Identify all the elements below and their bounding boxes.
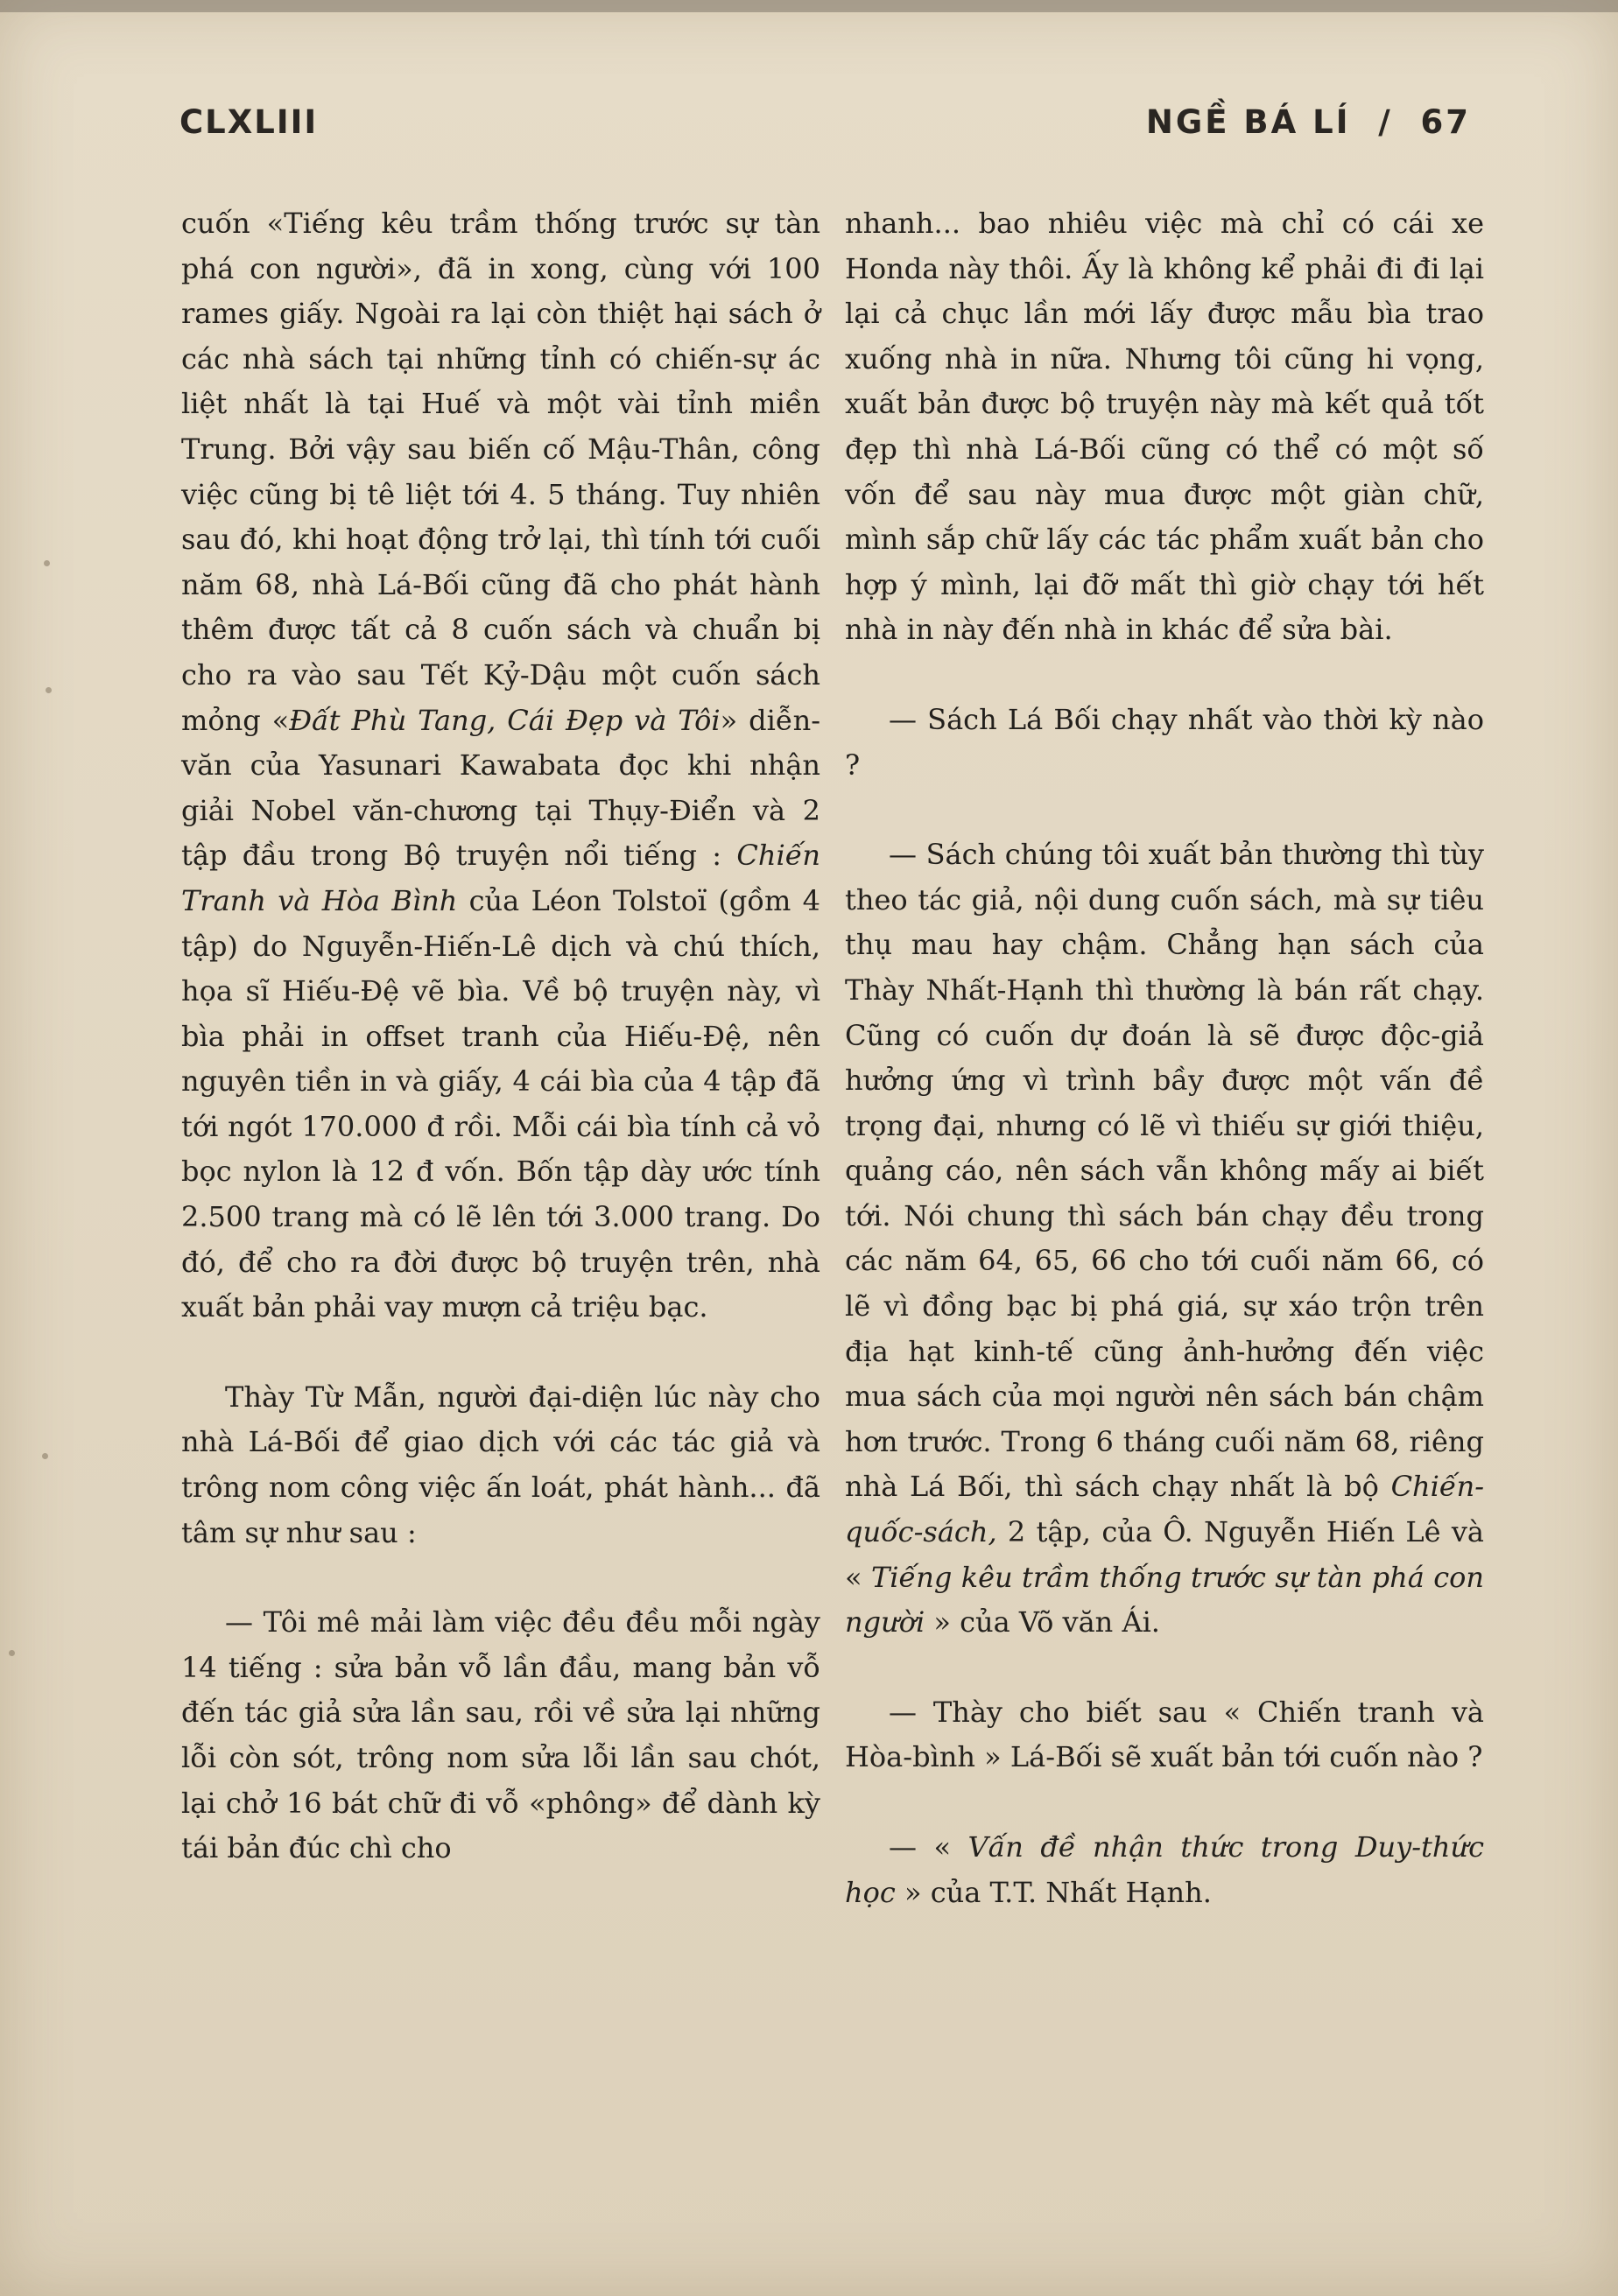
speck — [46, 687, 52, 693]
book-title: Vấn đề nhận thức trong Duy-thức học — [845, 1830, 1485, 1909]
text-run: của Léon Tolstoï (gồm 4 tập) do Nguyễn-Hiến-Lê dịch và chú thích, họa sĩ Hiếu-Đệ vẽ bìa. Về bộ truyện này, vì bìa phải in offset tranh của Hiếu-Đệ, nên nguyên tiền in và giấy, 4 cái bìa của 4 tập đã tới ngót 170.000 đ rồi. Mỗi cái bìa tính cả vỏ bọc nylon là 12 đ vốn. Bốn tập dày ước tính 2.500 trang mà có lẽ lên tới 3.000 trang. Do đó, để cho ra đời được bộ truyện trên, nhà xuất bản phải vay mượn cả triệu bạc. — [181, 883, 820, 1324]
right-column — [845, 201, 1484, 1915]
text-run: » của Võ văn Ái. — [925, 1605, 1160, 1639]
page-top-edge — [0, 0, 1618, 12]
speck — [42, 1453, 48, 1459]
running-title-page-number: NGỀ BÁ LÍ / 67 — [1145, 103, 1471, 141]
book-title: Đất Phù Tang, Cái Đẹp và Tôi — [289, 703, 721, 737]
paragraph: Thày Từ Mẫn, người đại-diện lúc này cho nhà Lá-Bối để giao dịch với các tác giả và trông nom công việc ấn loát, phát hành... đã tâm sự như sau : — [181, 1380, 820, 1549]
speck — [9, 1650, 15, 1656]
text-run: cuốn «Tiếng kêu trầm thống trước sự tàn phá con người», đã in xong, cùng với 100 rames giấy. Ngoài ra lại còn thiệt hại sách ở các nhà sách tại những tỉnh có chiến-sự ác liệt nhất là tại Huế và một vài tỉnh miền Trung. Bởi vậy sau biến cố Mậu-Thân, công việc cũng bị tê liệt tới 4. 5 tháng. Tuy nhiên sau đó, khi hoạt động trở lại, thì tính tới cuối năm 68, nhà Lá-Bối cũng đã cho phát hành thêm được tất cả 8 cuốn sách và chuẩn bị cho ra vào sau Tết Kỷ-Dậu một cuốn sách mỏng « — [181, 207, 820, 737]
answer — [845, 832, 1484, 1646]
question: — Thày cho biết sau « Chiến tranh và Hòa-bình » Lá-Bối sẽ xuất bản tới cuốn nào ? — [845, 1695, 1484, 1774]
answer — [845, 1825, 1484, 1915]
text-run: » của T.T. Nhất Hạnh. — [895, 1875, 1212, 1909]
text-run: — « — [889, 1830, 968, 1864]
paragraph: nhanh... bao nhiêu việc mà chỉ có cái xe Honda này thôi. Ấy là không kể phải đi đi lại lại cả chục lần mới lấy được mẫu bìa trao xuống nhà in nữa. Nhưng tôi cũng hi vọng, xuất bản được bộ truyện này mà kết quả tốt đẹp thì nhà Lá-Bối cũng có thể có một số vốn để sau này mua được một giàn chữ, mình sắp chữ lấy các tác phẩm xuất bản cho hợp ý mình, lại đỡ mất thì giờ chạy tới hết nhà in này đến nhà in khác để sửa bài. — [845, 207, 1484, 647]
paragraph — [181, 201, 820, 1331]
paragraph: — Tôi mê mải làm việc đều đều mỗi ngày 14 tiếng : sửa bản vỗ lần đầu, mang bản vỗ đến tác giả sửa lần sau, rồi về sửa lại những lỗi còn sót, trông nom sửa lỗi lần sau chót, lại chở 16 bát chữ đi vỗ «phông» để dành kỳ tái bản đúc chì cho — [181, 1605, 820, 1865]
book-title: Tiếng kêu trầm thống trước sự tàn phá con người — [845, 1560, 1484, 1639]
book-title: Chiến-quốc-sách, — [845, 1470, 1484, 1549]
book-title: Chiến Tranh và Hòa Bình — [181, 839, 820, 917]
speck — [44, 560, 50, 566]
text-run: » diễn-văn của Yasunari Kawabata đọc khi nhận giải Nobel văn-chương tại Thụy-Điển và 2 tập đầu trong Bộ truyện nổi tiếng : — [181, 703, 820, 873]
left-column — [181, 201, 820, 1871]
text-run: 2 tập, của Ô. Nguyễn Hiến Lê và « — [845, 1515, 1484, 1594]
issue-number: CLXLIII — [179, 103, 319, 141]
page-header — [179, 103, 1471, 156]
text-run: — Sách chúng tôi xuất bản thường thì tùy theo tác giả, nội dung cuốn sách, mà sự tiêu thụ mau hay chậm. Chẳng hạn sách của Thày Nhất-Hạnh thì thường là bán rất chạy. Cũng có cuốn dự đoán là sẽ được độc-giả hưởng ứng vì trình bầy được một vấn đề trọng đại, nhưng có lẽ vì thiếu sự giới thiệu, quảng cáo, nên sách vẫn không mấy ai biết tới. Nói chung thì sách bán chạy đều trong các năm 64, 65, 66 cho tới cuối năm 66, có lẽ vì đồng bạc bị phá giá, sự xáo trộn trên địa hạt kinh-tế cũng ảnh-hưởng đến việc mua sách của mọi người nên sách bán chậm hơn trước. Trong 6 tháng cuối năm 68, riêng nhà Lá Bối, thì sách chạy nhất là bộ — [845, 838, 1484, 1504]
question: — Sách Lá Bối chạy nhất vào thời kỳ nào ? — [845, 702, 1484, 782]
